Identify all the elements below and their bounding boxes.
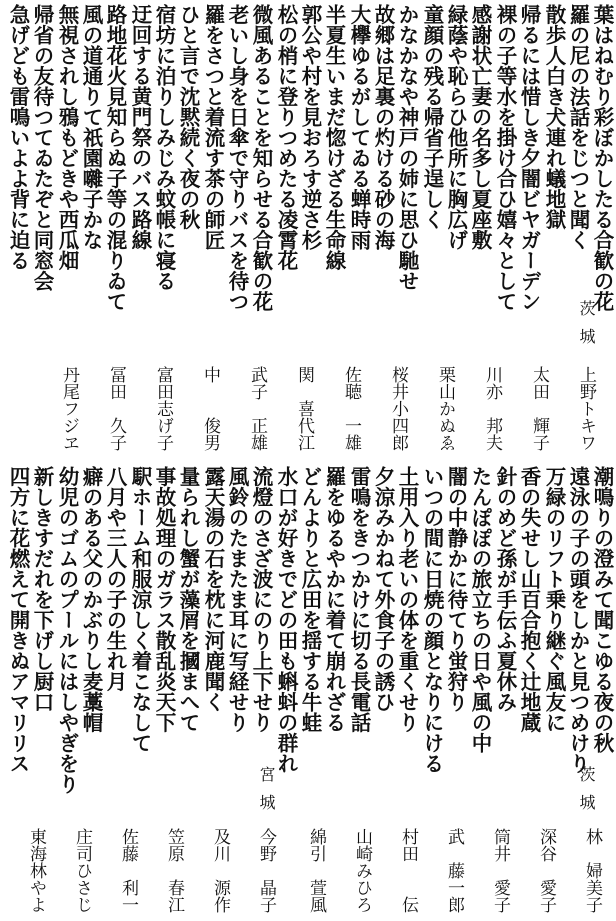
author-name: 庄司ひさじ <box>72 828 92 913</box>
haiku-line: どんよりと広田を揺する牛蛙 <box>298 466 322 733</box>
author-name: 太田 輝子 <box>529 366 549 451</box>
haiku-line: 羅をさつと着流す茶の師匠 <box>201 4 225 250</box>
haiku-line: 葉はねむり彩ぼかしたる合歓の花 <box>590 4 614 312</box>
haiku-line: 潮鳴りの澄みて聞こゆる夜の秋 <box>590 466 614 753</box>
haiku-line: 夕涼みかねて外食子の誘ひ <box>371 466 395 712</box>
author-name: 筒井 愛子 <box>490 828 510 913</box>
haiku-line: ひと言で沈黙続く夜の秋 <box>176 4 200 230</box>
haiku-line: 駅ホーム和服涼しく着こなして <box>128 466 152 753</box>
haiku-line: 羅の尼の法話をじつと聞く <box>566 4 590 250</box>
haiku-line: 故郷は足裏の灼ける砂の海 <box>371 4 395 250</box>
haiku-line: 土用入り老いの体を重くせり <box>395 466 419 733</box>
haiku-line: 半夏生いまだ惚けざる生命線 <box>322 4 346 271</box>
haiku-line: 露天湯の石を枕に河鹿聞く <box>201 466 225 712</box>
author-name: 上野トキワ <box>576 366 596 451</box>
haiku-line: 童顔の残る帰省子逞しく <box>420 4 444 230</box>
haiku-line: 帰るには惜しき夕闇ビヤガーデン <box>517 4 541 312</box>
haiku-line: いつの間に日焼の顔となりにける <box>420 466 444 774</box>
author-name: 富田志げ子 <box>153 366 173 451</box>
haiku-line: 針のめど孫が手伝ふ夏休み <box>493 466 517 712</box>
haiku-line: 松の梢に登りつめたる凌霄花 <box>274 4 298 271</box>
haiku-line: 四方に花燃えて開きぬアマリリス <box>6 466 30 774</box>
author-name: 川亦 邦夫 <box>482 366 502 451</box>
author-name: 栗山かぬゑ <box>435 366 455 451</box>
haiku-line: 感謝状亡妻の名多し夏座敷 <box>468 4 492 250</box>
haiku-line: 裸の子等水を掛け合ひ嬉々として <box>493 4 517 312</box>
haiku-line: 風の道通りて祇園囃子かな <box>79 4 103 250</box>
author-name: 綿引 萱風 <box>306 828 326 913</box>
haiku-line: 帰省の友待つてゐたぞと同窓会 <box>30 4 54 291</box>
haiku-line: 幼児のゴムのプールにはしやぎをり <box>55 466 79 794</box>
haiku-line: 万緑のリフト乗り継ぐ風友に <box>542 466 566 733</box>
author-name: 丹尾フジヱ <box>59 366 79 451</box>
author-name: 武子 正雄 <box>247 366 267 451</box>
author-name: 桜井小四郎 <box>388 366 408 451</box>
haiku-line: 雷鳴をきつかけに切る長電話 <box>347 466 371 733</box>
haiku-line: 散歩人白き犬連れ蟻地獄 <box>542 4 566 230</box>
author-name: 村田 伝 <box>398 828 418 913</box>
haiku-line: 事故処理のガラス散乱炎天下 <box>152 466 176 733</box>
haiku-line: 水口が好きでどの田も蝌蚪の群れ <box>274 466 298 774</box>
haiku-line: 遠泳の子の頭をしかと見つめけり <box>566 466 590 774</box>
haiku-line: 香の失せし山百合抱く辻地蔵 <box>517 466 541 733</box>
prefecture-label: 茨城 <box>577 766 596 822</box>
author-name: 及川 源作 <box>210 828 230 913</box>
prefecture-label: 茨城 <box>577 300 596 356</box>
author-name: 東海林やよ <box>26 828 46 913</box>
prefecture-label: 宮城 <box>257 766 276 822</box>
haiku-line: 緑蔭や恥らひ他所に胸広げ <box>444 4 468 250</box>
haiku-line: 微風あることを知らせる合歓の花 <box>249 4 273 312</box>
haiku-line: 癖のある父のかぶりし麦藁帽 <box>79 466 103 733</box>
author-name: 佐聴 一雄 <box>341 366 361 451</box>
haiku-section-bottom <box>0 460 616 921</box>
haiku-line: かなかなや神戸の姉に思ひ馳せ <box>395 4 419 291</box>
haiku-line: 闇の中静かに待てり蛍狩り <box>444 466 468 712</box>
haiku-line: 風鈴のたまたま耳に写経せり <box>225 466 249 733</box>
haiku-line: たんぽぽの旅立ちの日や風の中 <box>468 466 492 753</box>
author-name: 武 藤一郎 <box>444 828 464 913</box>
haiku-line: 宿坊に泊りしみじみ蚊帳に寝る <box>152 4 176 291</box>
haiku-line: 羅をゆるやかに着て崩れざる <box>322 466 346 733</box>
author-name: 佐藤 利一 <box>118 828 138 913</box>
haiku-line: 八月や三人の子の生れ月 <box>103 466 127 692</box>
haiku-line: 郭公や村を見おろす逆さ杉 <box>298 4 322 250</box>
author-name: 関 喜代江 <box>294 366 314 451</box>
haiku-line: 量られし蟹が藻屑を摑まへて <box>176 466 200 733</box>
author-name: 山崎みひろ <box>352 828 372 913</box>
author-name: 林 婦美子 <box>582 828 602 913</box>
author-name: 冨田 久子 <box>106 366 126 451</box>
haiku-line: 急げども雷鳴いよよ背に迫る <box>6 4 30 271</box>
haiku-line: 老いし身を日傘で守りバスを待つ <box>225 4 249 312</box>
haiku-line: 路地花火見知らぬ子等の混りゐて <box>103 4 127 312</box>
author-name: 中 俊男 <box>200 366 220 451</box>
haiku-line: 大欅ゆるがしてゐる蝉時雨 <box>347 4 371 250</box>
author-name: 笠原 春江 <box>164 828 184 913</box>
haiku-line: 新しきすだれを下げし厨口 <box>30 466 54 712</box>
haiku-line: 迂回する黄門祭のバス路線 <box>128 4 152 250</box>
haiku-line: 流燈のさざ波にのり上下せり <box>249 466 273 733</box>
author-name: 深谷 愛子 <box>536 828 556 913</box>
haiku-section-top <box>0 0 616 460</box>
haiku-line: 無視されし鴉もどきや西瓜畑 <box>55 4 79 271</box>
author-name: 今野 晶子 <box>256 828 276 913</box>
